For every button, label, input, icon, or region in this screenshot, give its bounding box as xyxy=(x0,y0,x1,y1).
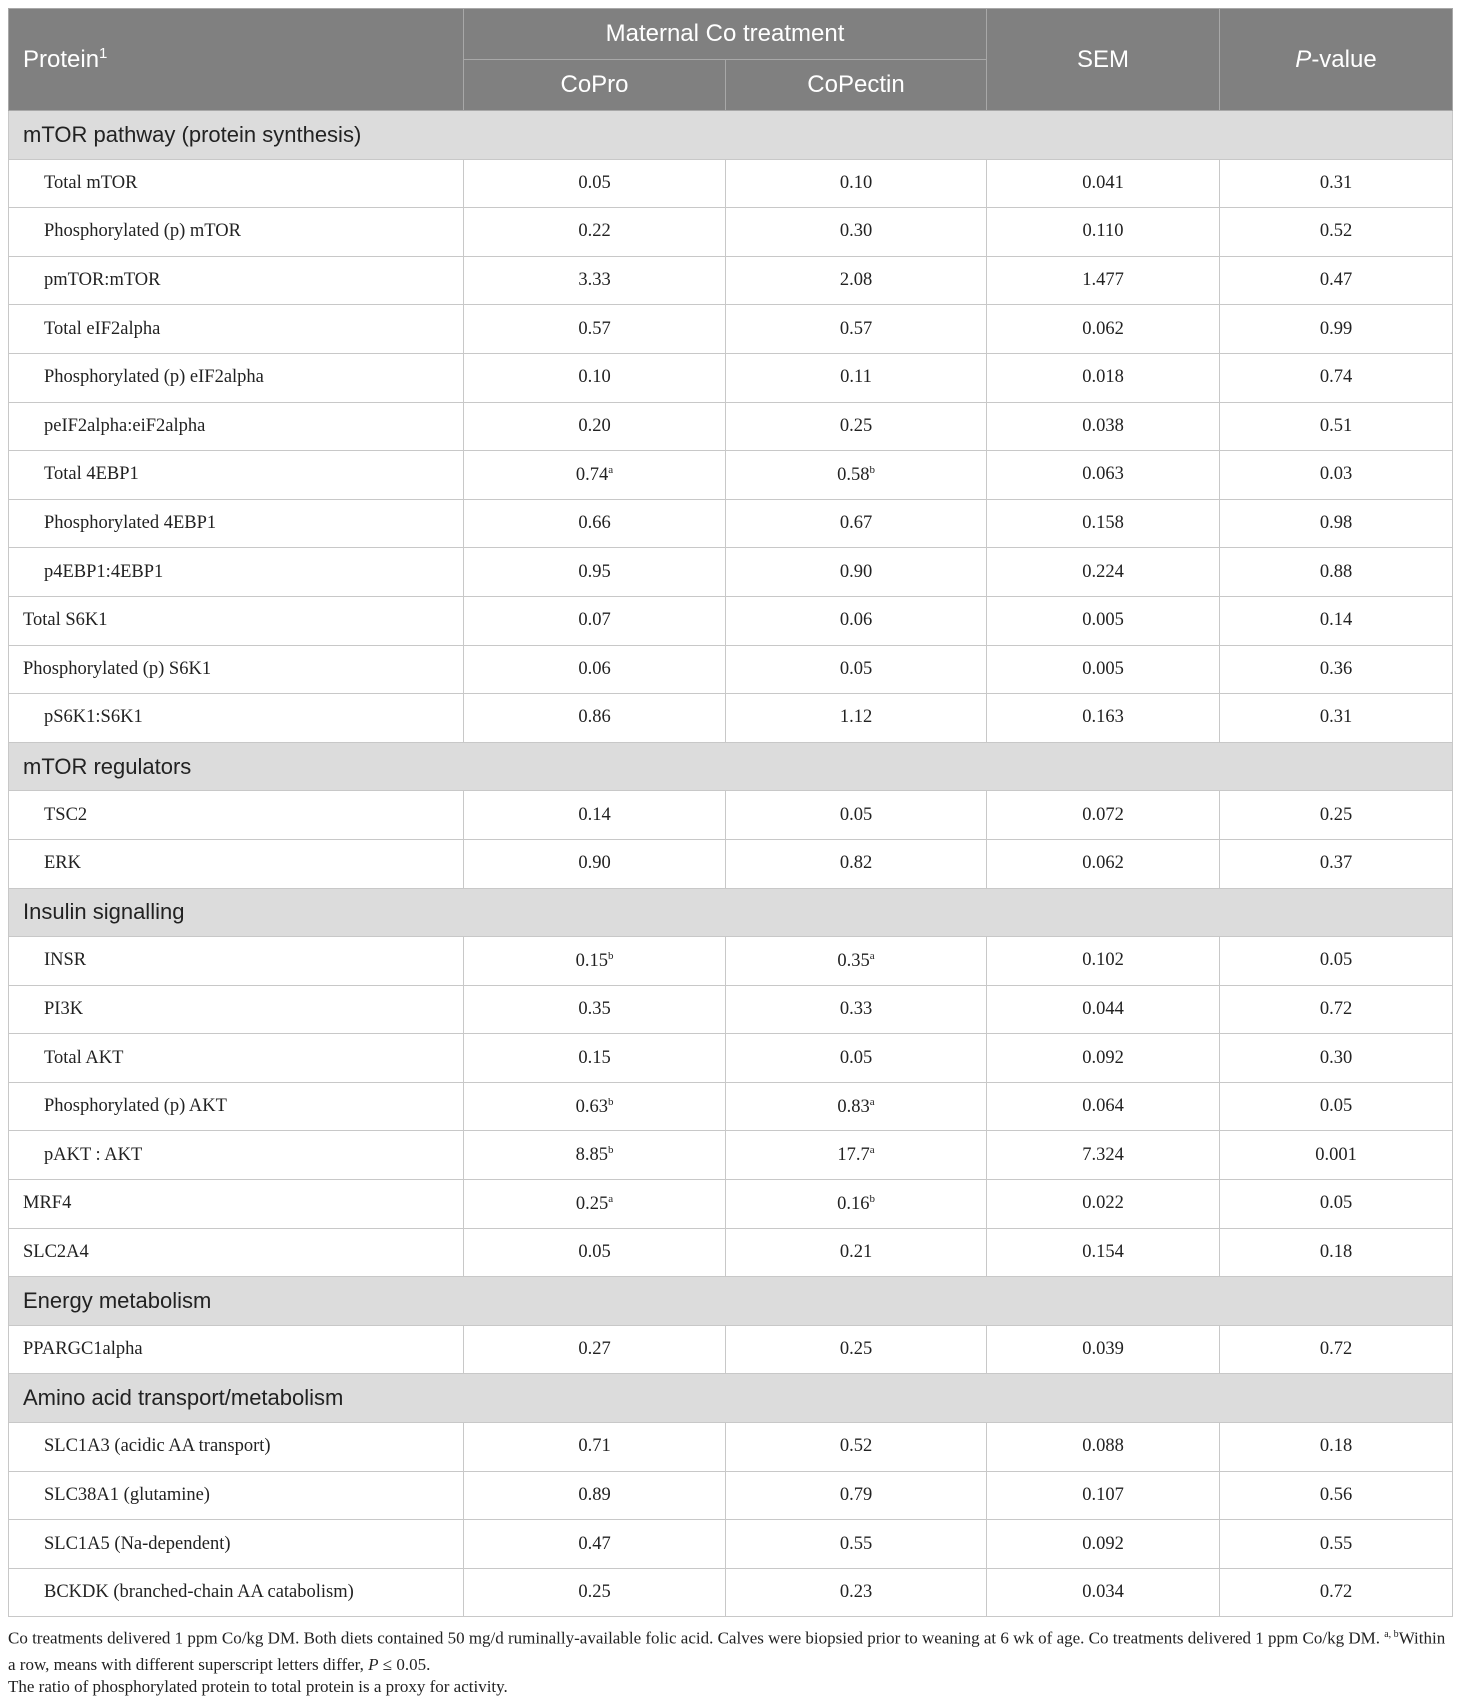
section-title: Insulin signalling xyxy=(9,888,1453,937)
superscript-letter: b xyxy=(607,1144,614,1157)
copro-value-text: 0.74 xyxy=(575,465,609,486)
protein-name: peIF2alpha:eiF2alpha xyxy=(9,402,464,451)
p-value: 0.03 xyxy=(1220,451,1453,500)
sem-value: 0.064 xyxy=(987,1082,1220,1131)
copro-value xyxy=(464,645,726,694)
copectin-value-text: 2.08 xyxy=(839,270,873,291)
copectin-value xyxy=(726,402,987,451)
protein-name: SLC1A5 (Na-dependent) xyxy=(9,1520,464,1569)
copectin-value-text: 0.57 xyxy=(839,318,873,339)
copro-value xyxy=(464,1568,726,1617)
p-value: 0.52 xyxy=(1220,208,1453,257)
copectin-value xyxy=(726,791,987,840)
p-value: 0.51 xyxy=(1220,402,1453,451)
section-title: Energy metabolism xyxy=(9,1277,1453,1326)
copro-value-text: 0.07 xyxy=(578,610,611,631)
table-row xyxy=(9,1568,1453,1617)
section-row xyxy=(9,111,1453,160)
protein-name: Phosphorylated (p) eIF2alpha xyxy=(9,353,464,402)
header-p-value xyxy=(1220,9,1453,111)
copro-value xyxy=(464,1131,726,1180)
table-row xyxy=(9,1082,1453,1131)
table-row xyxy=(9,1131,1453,1180)
sem-value: 0.041 xyxy=(987,159,1220,208)
section-title: mTOR regulators xyxy=(9,742,1453,791)
superscript-letter: b xyxy=(869,463,875,476)
sem-value: 0.062 xyxy=(987,305,1220,354)
copro-value xyxy=(464,1180,726,1229)
p-value: 0.98 xyxy=(1220,499,1453,548)
table-row xyxy=(9,159,1453,208)
table-header xyxy=(9,9,1453,111)
copectin-value xyxy=(726,451,987,500)
footnote-marker: 1 xyxy=(99,45,108,62)
table-row xyxy=(9,402,1453,451)
section-row xyxy=(9,742,1453,791)
copro-value xyxy=(464,1034,726,1083)
copectin-value xyxy=(726,1034,987,1083)
copectin-value-text: 0.52 xyxy=(839,1436,873,1457)
copectin-value xyxy=(726,1180,987,1229)
copro-value-text: 0.27 xyxy=(578,1339,611,1360)
copro-value-text: 0.15 xyxy=(575,950,608,971)
copro-value xyxy=(464,1471,726,1520)
copectin-value-text: 17.7 xyxy=(837,1145,870,1166)
copro-value-text: 0.15 xyxy=(578,1047,611,1068)
copectin-value-text: 0.82 xyxy=(839,853,873,874)
table-row xyxy=(9,256,1453,305)
copectin-value-text: 0.79 xyxy=(839,1484,873,1505)
copectin-value xyxy=(726,548,987,597)
copro-value-text: 0.20 xyxy=(578,415,611,436)
protein-name: SLC2A4 xyxy=(9,1228,464,1277)
copro-value-text: 0.05 xyxy=(578,172,611,193)
copectin-value-text: 0.16 xyxy=(837,1193,870,1214)
superscript-letter: a xyxy=(869,949,875,962)
copectin-value xyxy=(726,985,987,1034)
header-sem: SEM xyxy=(987,9,1220,111)
copro-value xyxy=(464,1325,726,1374)
copectin-value-text: 0.05 xyxy=(839,1047,873,1068)
p-value: 0.001 xyxy=(1220,1131,1453,1180)
copectin-value xyxy=(726,937,987,986)
table-row xyxy=(9,596,1453,645)
footnote-text: Within a row, means with different superscript letters differ, xyxy=(8,1628,1446,1674)
copectin-value-text: 0.83 xyxy=(837,1096,870,1117)
p-value: 0.72 xyxy=(1220,1568,1453,1617)
superscript-letter: b xyxy=(869,1192,875,1205)
sem-value: 0.163 xyxy=(987,694,1220,743)
footnote-2: The ratio of phosphorylated protein to total protein is a proxy for activity. xyxy=(8,1677,508,1696)
p-value: 0.47 xyxy=(1220,256,1453,305)
p-italic: P xyxy=(1295,45,1312,73)
sem-value: 0.088 xyxy=(987,1423,1220,1472)
sem-value: 0.092 xyxy=(987,1520,1220,1569)
copro-value-text: 0.06 xyxy=(578,658,611,679)
copectin-value xyxy=(726,839,987,888)
protein-name: SLC1A3 (acidic AA transport) xyxy=(9,1423,464,1472)
copro-value xyxy=(464,305,726,354)
protein-name: Total S6K1 xyxy=(9,596,464,645)
copro-value xyxy=(464,937,726,986)
copectin-value xyxy=(726,159,987,208)
p-value: 0.25 xyxy=(1220,791,1453,840)
copro-value xyxy=(464,596,726,645)
protein-name: TSC2 xyxy=(9,791,464,840)
protein-name: ERK xyxy=(9,839,464,888)
copectin-value xyxy=(726,1325,987,1374)
copro-value-text: 0.89 xyxy=(578,1484,611,1505)
copro-value-text: 0.25 xyxy=(578,1582,611,1603)
p-value: 0.72 xyxy=(1220,1325,1453,1374)
copro-value xyxy=(464,1423,726,1472)
copectin-value xyxy=(726,305,987,354)
p-value: 0.31 xyxy=(1220,694,1453,743)
copro-value-text: 0.35 xyxy=(578,998,611,1019)
copro-value xyxy=(464,791,726,840)
sem-value: 0.005 xyxy=(987,645,1220,694)
protein-name: Total mTOR xyxy=(9,159,464,208)
protein-name: pmTOR:mTOR xyxy=(9,256,464,305)
copectin-value xyxy=(726,499,987,548)
p-value: 0.31 xyxy=(1220,159,1453,208)
protein-name: pAKT : AKT xyxy=(9,1131,464,1180)
sem-value: 0.110 xyxy=(987,208,1220,257)
p-value: 0.14 xyxy=(1220,596,1453,645)
copro-value xyxy=(464,839,726,888)
sem-value: 7.324 xyxy=(987,1131,1220,1180)
protein-name: PI3K xyxy=(9,985,464,1034)
footnote-p: P xyxy=(368,1654,379,1674)
protein-name: PPARGC1alpha xyxy=(9,1325,464,1374)
sem-value: 0.062 xyxy=(987,839,1220,888)
p-value: 0.74 xyxy=(1220,353,1453,402)
sem-value: 1.477 xyxy=(987,256,1220,305)
table-row xyxy=(9,645,1453,694)
copro-value-text: 0.63 xyxy=(575,1096,608,1117)
superscript-letter: a xyxy=(869,1144,875,1157)
header-protein-text: Protein xyxy=(23,46,100,73)
sem-value: 0.018 xyxy=(987,353,1220,402)
copectin-value-text: 0.05 xyxy=(839,804,873,825)
protein-name: Phosphorylated (p) AKT xyxy=(9,1082,464,1131)
copectin-value-text: 0.55 xyxy=(839,1533,873,1554)
sem-value: 0.154 xyxy=(987,1228,1220,1277)
copro-value-text: 0.71 xyxy=(578,1436,611,1457)
header-protein xyxy=(9,9,464,111)
sem-value: 0.038 xyxy=(987,402,1220,451)
sem-value: 0.224 xyxy=(987,548,1220,597)
footnote-1 xyxy=(8,1622,1456,1678)
sem-value: 0.039 xyxy=(987,1325,1220,1374)
p-value: 0.18 xyxy=(1220,1423,1453,1472)
footnote-sup: a, b xyxy=(1384,1629,1399,1640)
p-value: 0.88 xyxy=(1220,548,1453,597)
table-row xyxy=(9,1471,1453,1520)
protein-name: MRF4 xyxy=(9,1180,464,1229)
copro-value-text: 0.47 xyxy=(578,1533,611,1554)
copro-value-text: 0.14 xyxy=(578,804,611,825)
copro-value xyxy=(464,694,726,743)
copectin-value-text: 0.25 xyxy=(839,1339,873,1360)
table-row xyxy=(9,353,1453,402)
sem-value: 0.005 xyxy=(987,596,1220,645)
copectin-value-text: 0.67 xyxy=(839,513,873,534)
sem-value: 0.102 xyxy=(987,937,1220,986)
table-body xyxy=(9,111,1453,1617)
table-row xyxy=(9,208,1453,257)
copectin-value xyxy=(726,1568,987,1617)
copectin-value xyxy=(726,1082,987,1131)
header-copectin: CoPectin xyxy=(726,60,987,111)
p-value: 0.30 xyxy=(1220,1034,1453,1083)
p-value: 0.05 xyxy=(1220,937,1453,986)
copectin-value-text: 1.12 xyxy=(839,707,873,728)
copro-value xyxy=(464,208,726,257)
copro-value-text: 0.95 xyxy=(578,561,611,582)
copro-value xyxy=(464,159,726,208)
copectin-value-text: 0.23 xyxy=(839,1582,873,1603)
copectin-value-text: 0.25 xyxy=(839,415,873,436)
copectin-value xyxy=(726,1228,987,1277)
protein-name: Total 4EBP1 xyxy=(9,451,464,500)
table-row xyxy=(9,694,1453,743)
copro-value-text: 0.66 xyxy=(578,513,611,534)
copectin-value-text: 0.33 xyxy=(839,998,873,1019)
protein-name: Phosphorylated (p) S6K1 xyxy=(9,645,464,694)
p-value: 0.05 xyxy=(1220,1082,1453,1131)
copro-value xyxy=(464,353,726,402)
table-row xyxy=(9,985,1453,1034)
header-maternal-co-treatment: Maternal Co treatment xyxy=(464,9,987,60)
copectin-value xyxy=(726,1471,987,1520)
copro-value-text: 3.33 xyxy=(578,270,611,291)
p-value: 0.18 xyxy=(1220,1228,1453,1277)
protein-name: SLC38A1 (glutamine) xyxy=(9,1471,464,1520)
superscript-letter: a xyxy=(869,1095,875,1108)
table-row xyxy=(9,451,1453,500)
footnote-text: ≤ 0.05. xyxy=(378,1654,431,1674)
copectin-value xyxy=(726,1520,987,1569)
copectin-value-text: 0.21 xyxy=(839,1241,873,1262)
copro-value-text: 0.25 xyxy=(575,1193,609,1214)
copro-value-text: 0.22 xyxy=(578,221,611,242)
table-row xyxy=(9,839,1453,888)
copectin-value-text: 0.10 xyxy=(839,172,873,193)
p-value: 0.36 xyxy=(1220,645,1453,694)
sem-value: 0.063 xyxy=(987,451,1220,500)
copectin-value xyxy=(726,353,987,402)
sem-value: 0.092 xyxy=(987,1034,1220,1083)
copectin-value-text: 0.90 xyxy=(839,561,873,582)
copro-value xyxy=(464,548,726,597)
section-row xyxy=(9,888,1453,937)
sem-value: 0.022 xyxy=(987,1180,1220,1229)
p-value: 0.05 xyxy=(1220,1180,1453,1229)
copectin-value-text: 0.58 xyxy=(837,465,870,486)
section-title: Amino acid transport/metabolism xyxy=(9,1374,1453,1423)
superscript-letter: b xyxy=(607,1095,614,1108)
copro-value-text: 0.10 xyxy=(578,367,611,388)
sem-value: 0.034 xyxy=(987,1568,1220,1617)
protein-name: BCKDK (branched-chain AA catabolism) xyxy=(9,1568,464,1617)
copectin-value-text: 0.35 xyxy=(837,950,870,971)
protein-name: Phosphorylated (p) mTOR xyxy=(9,208,464,257)
superscript-letter: b xyxy=(607,949,614,962)
copectin-value-text: 0.30 xyxy=(839,221,873,242)
copro-value xyxy=(464,256,726,305)
copectin-value xyxy=(726,256,987,305)
copro-value-text: 0.57 xyxy=(578,318,611,339)
sem-value: 0.072 xyxy=(987,791,1220,840)
copectin-value xyxy=(726,1131,987,1180)
copro-value-text: 0.90 xyxy=(578,853,611,874)
table-row xyxy=(9,791,1453,840)
copro-value-text: 0.05 xyxy=(578,1241,611,1262)
table-row xyxy=(9,548,1453,597)
protein-name: Total AKT xyxy=(9,1034,464,1083)
copro-value-text: 0.86 xyxy=(578,707,611,728)
copectin-value xyxy=(726,694,987,743)
section-title: mTOR pathway (protein synthesis) xyxy=(9,111,1453,160)
section-row xyxy=(9,1277,1453,1326)
protein-name: p4EBP1:4EBP1 xyxy=(9,548,464,597)
p-rest: -value xyxy=(1311,45,1377,73)
protein-name: pS6K1:S6K1 xyxy=(9,694,464,743)
header-copro: CoPro xyxy=(464,60,726,111)
p-value: 0.56 xyxy=(1220,1471,1453,1520)
table-row xyxy=(9,1180,1453,1229)
table-row xyxy=(9,1325,1453,1374)
p-value: 0.72 xyxy=(1220,985,1453,1034)
copro-value xyxy=(464,1082,726,1131)
sem-value: 0.158 xyxy=(987,499,1220,548)
table-row xyxy=(9,499,1453,548)
protein-name: Total eIF2alpha xyxy=(9,305,464,354)
copro-value xyxy=(464,499,726,548)
superscript-letter: a xyxy=(608,1192,614,1205)
section-row xyxy=(9,1374,1453,1423)
copectin-value-text: 0.11 xyxy=(840,367,872,388)
copro-value xyxy=(464,1228,726,1277)
protein-name: INSR xyxy=(9,937,464,986)
copro-value-text: 8.85 xyxy=(575,1145,608,1166)
table-row xyxy=(9,305,1453,354)
copectin-value-text: 0.05 xyxy=(839,658,873,679)
copectin-value xyxy=(726,645,987,694)
copectin-value-text: 0.06 xyxy=(839,610,873,631)
protein-name: Phosphorylated 4EBP1 xyxy=(9,499,464,548)
table-row xyxy=(9,1228,1453,1277)
copectin-value xyxy=(726,596,987,645)
copectin-value xyxy=(726,208,987,257)
results-table xyxy=(8,8,1453,1617)
copectin-value xyxy=(726,1423,987,1472)
copro-value xyxy=(464,402,726,451)
table-row xyxy=(9,1034,1453,1083)
p-value: 0.37 xyxy=(1220,839,1453,888)
copro-value xyxy=(464,985,726,1034)
footnote-text: Co treatments delivered 1 ppm Co/kg DM. Both diets contained 50 mg/d ruminally-available folic acid. Calves were biopsied prior to weaning at 6 wk of age. Co treatments delivered 1 ppm Co/kg DM. xyxy=(8,1628,1385,1648)
p-value: 0.99 xyxy=(1220,305,1453,354)
p-value: 0.55 xyxy=(1220,1520,1453,1569)
table-row xyxy=(9,1520,1453,1569)
sem-value: 0.107 xyxy=(987,1471,1220,1520)
sem-value: 0.044 xyxy=(987,985,1220,1034)
table-row xyxy=(9,937,1453,986)
table-row xyxy=(9,1423,1453,1472)
copro-value xyxy=(464,451,726,500)
superscript-letter: a xyxy=(608,463,614,476)
copro-value xyxy=(464,1520,726,1569)
